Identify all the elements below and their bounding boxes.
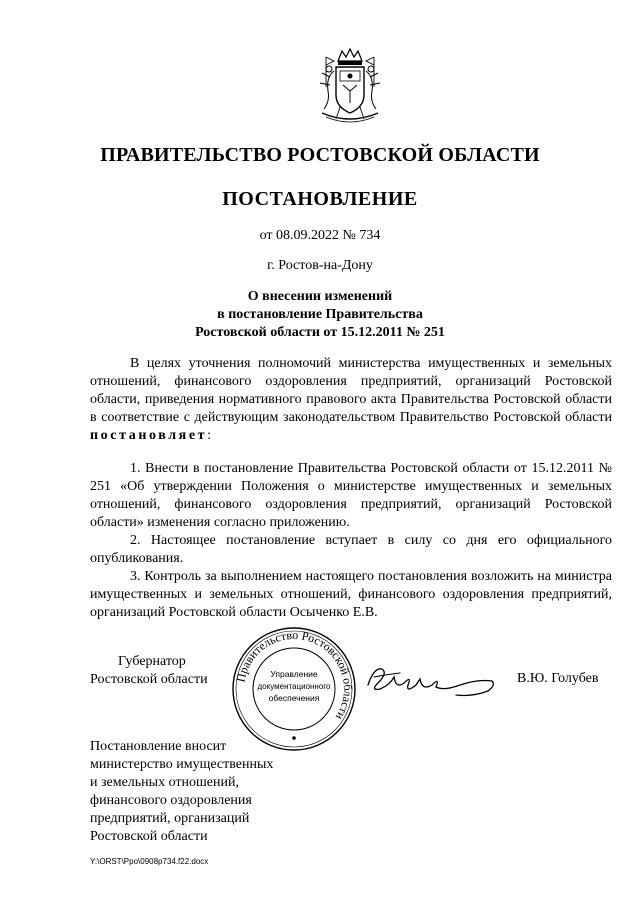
document-type: ПОСТАНОВЛЕНИЕ: [222, 188, 418, 210]
preamble-text: В целях уточнения полномочий министерства имущественных и земельных отношений, финансового оздоровления предприятий, организаций Ростовской области, приведения нормативного правового акта Правительства Ростовской области в соответствие с действующим законодательством Правительство Ростовской области: [90, 356, 612, 425]
signatory-position: Губернатор: [118, 654, 186, 669]
submitter-line: Ростовской области: [90, 829, 208, 844]
subject-line: Ростовской области от 15.12.2011 № 251: [195, 325, 445, 340]
document-date-number: от 08.09.2022 № 734: [259, 228, 381, 243]
rostov-oblast-coat-of-arms-icon: [316, 47, 384, 125]
stamp-outer-text: Правительство Ростовской области: [233, 627, 356, 723]
submitter-line: предприятий, организаций: [90, 811, 250, 826]
official-stamp-icon: [230, 625, 358, 753]
stamp-inner-text: документационного: [257, 682, 331, 691]
resolution-item: 3. Контроль за выполнением настоящего постановления возложить на министра имущественных и земельных отношений, финансового оздоровления предприятий, организаций Ростовской области Осыченко Е.В.: [90, 569, 612, 620]
stamp-inner-text: Управление: [270, 669, 318, 679]
document-subject: [0, 288, 640, 342]
document-city: г. Ростов-на-Дону: [267, 258, 373, 273]
stamp-inner-text: обеспечения: [268, 693, 320, 703]
submitter-line: и земельных отношений,: [90, 775, 239, 790]
signatory-title: [90, 653, 208, 689]
preamble-paragraph: [90, 355, 612, 445]
resolution-item: 1. Внести в постановление Правительства Ростовской области от 15.12.2011 № 251 «Об утверждении Положения о министерстве имущественных и земельных отношений, финансового оздоровления предприятий, организаций Ростовской области» изменения согласно приложению.: [90, 461, 612, 530]
subject-line: в постановление Правительства: [217, 307, 423, 322]
signatory-name: В.Ю. Голубев: [517, 671, 599, 686]
subject-line: О внесении изменений: [247, 289, 393, 304]
submitter-line: финансового оздоровления: [90, 793, 252, 808]
resolves-word: постановляет: [90, 428, 208, 443]
resolution-item: 2. Настоящее постановление вступает в силу со дня его официального опубликования.: [90, 533, 612, 566]
submitter-block: [90, 738, 273, 846]
handwritten-signature-icon: [360, 655, 500, 705]
organization-title: ПРАВИТЕЛЬСТВО РОСТОВСКОЙ ОБЛАСТИ: [100, 144, 540, 166]
preamble-colon: :: [207, 428, 212, 443]
submitter-line: Постановление вносит: [90, 739, 227, 754]
submitter-line: министерство имущественных: [90, 757, 274, 772]
file-path-footer: Y:\ORST\Ppo\0908p734.f22.docx: [90, 857, 209, 866]
signatory-region: Ростовской области: [90, 672, 208, 687]
